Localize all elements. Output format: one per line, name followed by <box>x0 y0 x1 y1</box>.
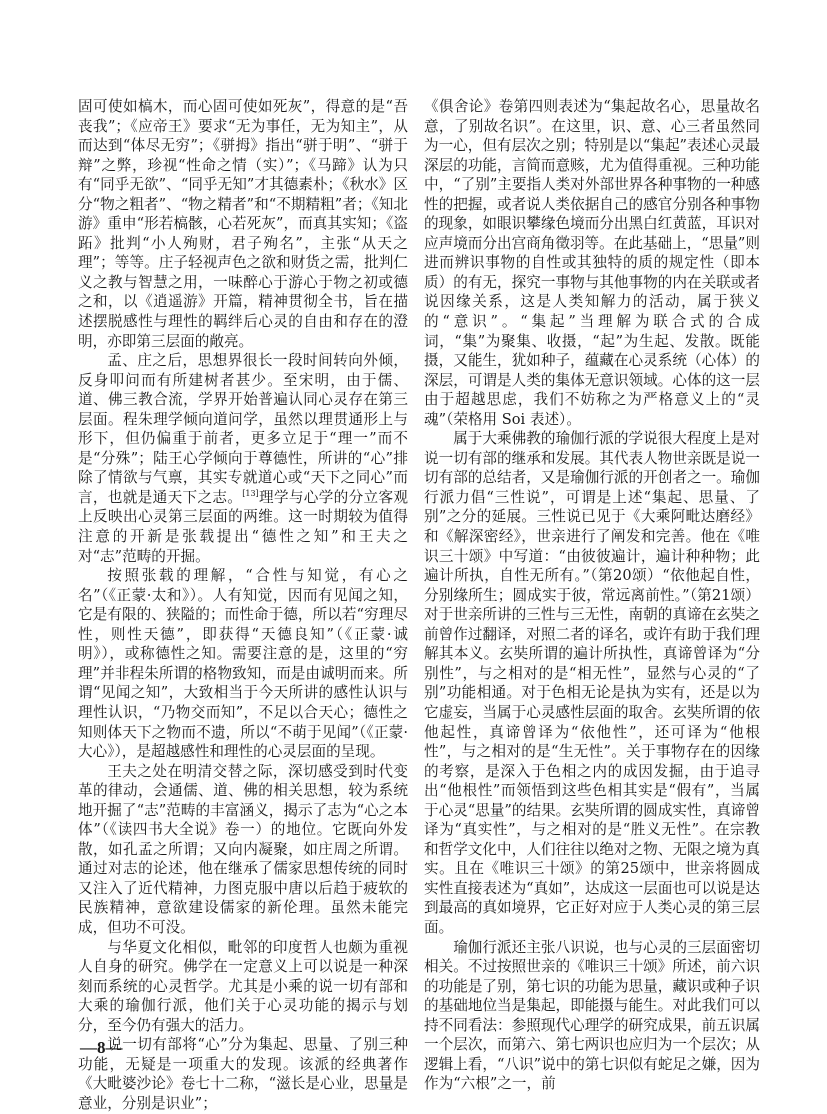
footnote-ref[interactable]: [13] <box>242 489 259 499</box>
paragraph: 说一切有部将“心”分为集起、思量、了别三种功能，无疑是一项重大的发现。该派的经典著作《大毗婆沙论》卷七十二称，“滋长是心业，思量是意业，分别是识业”； <box>78 1036 408 1112</box>
page-number: —8— <box>80 1038 123 1057</box>
paragraph <box>78 351 408 566</box>
paragraph: 《俱舍论》卷第四则表述为“集起故名心，思量故名意，了别故名识”。在这里，识、意、心三者虽然同为一心，但有层次之别；特别是以“集起”表述心灵最深层的功能，言简而意赅，尤为值得重视。三种功能中，“了别”主要指人类对外部世界各种事物的一种感性的把握，或者说人类依据自己的感官分别各种事物的现象，如眼识攀缘色境而分出黑白红黄蓝，耳识对应声境而分出宫商角徵羽等。在此基础上，“思量”则进而辨识事物的自性或其独特的质的规定性（即本质）的有无，探究一事物与其他事物的内在关联或者说因缘关系，这是人类知解力的活动，属于狭义的“意识”。“集起”当理解为联合式的合成词，“集”为聚集、收摄，“起”为生起、发散。既能摄，又能生，犹如种子，蕴藏在心灵系统（心体）的深层，可谓是人类的集体无意识领域。心体的这一层由于超越思虑，我们不妨称之为严格意义上的“灵魂”（荣格用 Soi 表述）。 <box>424 98 760 428</box>
paragraph-text: 孟、庄之后，思想界很长一段时间转向外倾，反身叩问而有所建树者甚少。至宋明，由于儒、道、佛三教合流，学界开始普遍认同心灵存在第三层面。程朱理学倾向道问学，虽然以理贯通形上与形下，但仍偏重于前者，更多立足于“理一”而不是“分殊”；陆王心学倾向于尊德性，所讲的“心”排除了情欲与气禀，其实专就道心或“天下之同心”而言，也就是通天下之志。 <box>78 352 408 506</box>
right-column <box>424 97 760 1094</box>
left-column <box>78 97 408 1113</box>
paragraph: 瑜伽行派还主张八识说，也与心灵的三层面密切相关。不过按照世亲的《唯识三十颂》所述，前六识的功能是了别，第七识的功能为思量，藏识或种子识的基础地位当是集起，即能摄与能生。对此我们可以持不同看法：参照现代心理学的研究成果，前五识属一个层次，而第六、第七两识也应归为一个层次；从逻辑上看，“八识”说中的第七识似有蛇足之嫌，因为作为“六根”之一，前 <box>424 938 760 1093</box>
paragraph: 王夫之处在明清交替之际，深切感受到时代变革的律动，会通儒、道、佛的相关思想，较为系统地开掘了“志”范畴的丰富涵义，揭示了志为“心之本体”（《读四书大全说》卷一）的地位。它既向外发散，如孔孟之所谓；又向内凝聚，如庄周之所谓。通过对志的论述，他在继承了儒家思想传统的同时又注入了近代精神，力图克服中唐以后趋于疲软的民族精神，意欲建设儒家的新伦理。虽然未能完成，但功不可没。 <box>78 762 408 936</box>
paragraph: 属于大乘佛教的瑜伽行派的学说很大程度上是对说一切有部的继承和发展。其代表人物世亲既是说一切有部的总结者，又是瑜伽行派的开创者之一。瑜伽行派力倡“三性说”，可谓是上述“集起、思量、了别”之分的延展。三性说已见于《大乘阿毗达磨经》和《解深密经》，世亲进行了阐发和完善。他在《唯识三十颂》中写道：“由彼彼遍计，遍计种种物；此遍计所执，自性无所有。”（第20颂）“依他起自性，分别缘所生；圆成实于彼，常远离前性。”（第21颂）对于世亲所讲的三性与三无性，南朝的真谛在玄奘之前曾作过翻译，对照二者的译名，或许有助于我们理解其本义。玄奘所谓的遍计所执性，真谛曾译为“分别性”，与之相对的是“相无性”，显然与心灵的“了别”功能相通。对于色相无论是执为实有，还是以为它虚妄，当属于心灵感性层面的取舍。玄奘所谓的依他起性，真谛曾译为“依他性”，还可译为“他根性”，与之相对的是“生无性”。关于事物存在的因缘的考察，是深入于色相之内的成因发掘，由于追寻出“他根性”而领悟到这些色相其实是“假有”，当属于心灵“思量”的结果。玄奘所谓的圆成实性，真谛曾译为“真实性”，与之相对的是“胜义无性”。在宗教和哲学文化中，人们往往以绝对之物、无限之境为真实。且在《唯识三十颂》的第25颂中，世亲将圆成实性直接表述为“真如”，达成这一层面也可以说是达到最高的真如境界，它正好对应于人类心灵的第三层面。 <box>424 430 760 936</box>
paragraph: 与华夏文化相似，毗邻的印度哲人也颇为重视人自身的研究。佛学在一定意义上可以说是一种深刻而系统的心灵哲学。尤其是小乘的说一切有部和大乘的瑜伽行派，他们关于心灵功能的揭示与划分，至今仍有强大的活力。 <box>78 938 408 1034</box>
paragraph-text: 理学与心学的分立客观上反映出心灵第三层面的两维。这一时期较为值得注意的开新是张载提出“德性之知”和王夫之对“志”范畴的开掘。 <box>78 488 408 565</box>
paragraph: 固可使如槁木，而心固可使如死灰”，得意的是“吾丧我”；《应帝王》要求“无为事任，无为知主”，从而达到“体尽无穷”；《骈拇》指出“骈于明”、“骈于辩”之弊，珍视“性命之情（实）”；《马蹄》认为只有“同乎无欲”、“同乎无知”才其德素朴；《秋水》区分“物之粗者”、“物之精者”和“不期精粗”者；《知北游》重申“形若槁骸，心若死灰”，而真其实知；《盗跖》批判“小人殉财，君子殉名”，主张“从天之理”；等等。庄子轻视声色之欲和财货之需，批判仁义之教与智慧之用，一味醉心于游心于物之初或德之和，以《逍遥游》开篇，精神贯彻全书，旨在描述摆脱感性与理性的羁绊后心灵的自由和存在的澄明，亦即第三层面的敞亮。 <box>78 98 408 350</box>
paragraph: 按照张载的理解，“合性与知觉，有心之名”（《正蒙·太和》）。人有知觉，因而有见闻之知，它是有限的、狭隘的；而性命于德，所以若“穷理尽性，则性天德”，即获得“天德良知”（《正蒙·诚明》），或称德性之知。需要注意的是，这里的“穷理”并非程朱所谓的格物致知，而是由诚明而来。所谓“见闻之知”，大致相当于今天所讲的感性认识与理性认识，“乃物交而知”，不足以合天心；德性之知则体天下之物而不遗，所以“不萌于见闻”（《正蒙·大心》），是超越感性和理性的心灵层面的呈现。 <box>78 567 408 761</box>
